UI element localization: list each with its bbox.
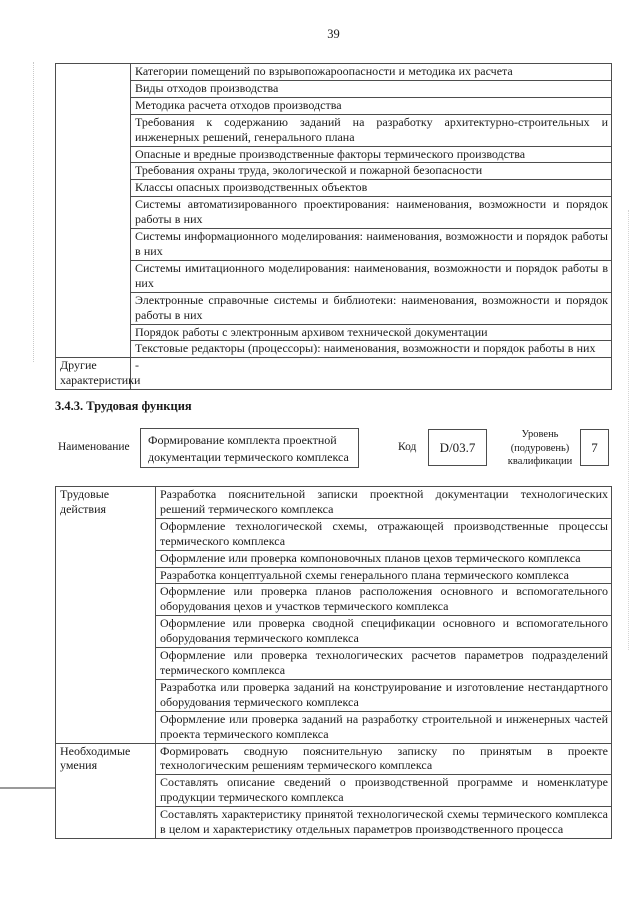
labor-actions-table [55,486,612,839]
labor-action-row: Оформление технологической схемы, отражающей производственные процессы термического комплекса [156,518,612,550]
page-number: 39 [327,27,340,41]
knowledge-row: Электронные справочные системы и библиотеки: наименования, возможности и порядок работы в них [131,292,612,324]
table-row [56,97,612,114]
knowledge-row: Категории помещений по взрывопожароопасности и методика их расчета [131,64,612,81]
knowledge-row: Системы автоматизированного проектирования: наименования, возможности и порядок работы в них [131,197,612,229]
knowledge-row: Виды отходов производства [131,80,612,97]
scan-artifact-bottom [0,787,56,789]
labor-action-row: Оформление или проверка заданий на разработку строительной и инженерных частей проекта термического комплекса [156,711,612,743]
section-heading: 3.4.3. Трудовая функция [55,399,192,413]
required-skill-row: Составлять описание сведений о производственной программе и номенклатуре продукции термического комплекса [156,775,612,807]
knowledge-row: Требования к содержанию заданий на разработку архитектурно-строительных и инженерных решений, генерального плана [131,114,612,146]
table-row [56,163,612,180]
code-label: Код [398,441,417,453]
knowledge-row: Методика расчета отходов производства [131,97,612,114]
knowledge-row: Порядок работы с электронным архивом технической документации [131,324,612,341]
table-row [56,229,612,261]
table-row [56,197,612,229]
other-characteristics-label: Другие характеристики [56,358,131,390]
table-row [56,324,612,341]
table-row [56,487,612,519]
knowledge-row: Текстовые редакторы (процессоры): наименования, возможности и порядок работы в них [131,341,612,358]
required-skill-row: Составлять характеристику принятой технологической схемы термического комплекса в целом и характеристику отдельных параметров производственного процесса [156,807,612,839]
table-row [56,292,612,324]
scan-artifact-left [33,62,34,362]
table-row [56,743,612,775]
level-label: Уровень (подуровень) квалификации [507,429,573,467]
table-row [56,260,612,292]
table-row [56,64,612,81]
table-row [56,114,612,146]
scan-artifact-right [628,210,629,650]
table-row [56,341,612,358]
required-skill-row: Формировать сводную пояснительную записку по принятым в проекте технологическим решениям термического комплекса [156,743,612,775]
name-label: Наименование [58,441,130,453]
table-row [56,146,612,163]
labor-action-row: Оформление или проверка сводной спецификации основного и вспомогательного оборудования термического комплекса [156,616,612,648]
other-characteristics-value: - [131,358,612,390]
labor-action-row: Оформление или проверка планов расположения основного и вспомогательного оборудования цехов и участков термического комплекса [156,584,612,616]
labor-action-row: Разработка концептуальной схемы генерального плана термического комплекса [156,567,612,584]
knowledge-row: Системы имитационного моделирования: наименования, возможности и порядок работы в них [131,260,612,292]
labor-action-row: Разработка или проверка заданий на конструирование и изготовление нестандартного оборудования термического комплекса [156,679,612,711]
code-value-box: D/03.7 [428,429,487,466]
labor-action-row: Разработка пояснительной записки проектной документации технологических решений термического комплекса [156,487,612,519]
level-value-box: 7 [580,429,609,466]
knowledge-row: Классы опасных производственных объектов [131,180,612,197]
labor-action-row: Оформление или проверка технологических расчетов параметров подразделений термического комплекса [156,648,612,680]
labor-actions-label: Трудовые действия [56,487,156,744]
knowledge-row: Опасные и вредные производственные факторы термического производства [131,146,612,163]
knowledge-table [55,63,612,390]
knowledge-row: Требования охраны труда, экологической и пожарной безопасности [131,163,612,180]
knowledge-left-spacer-cell [56,64,131,358]
required-skills-label: Необходимые умения [56,743,156,838]
table-row [56,180,612,197]
labor-action-row: Оформление или проверка компоновочных планов цехов термического комплекса [156,550,612,567]
knowledge-row: Системы информационного моделирования: наименования, возможности и порядок работы в них [131,229,612,261]
other-characteristics-row [56,358,612,390]
table-row [56,80,612,97]
function-name-box: Формирование комплекта проектной документации термического комплекса [140,428,359,468]
